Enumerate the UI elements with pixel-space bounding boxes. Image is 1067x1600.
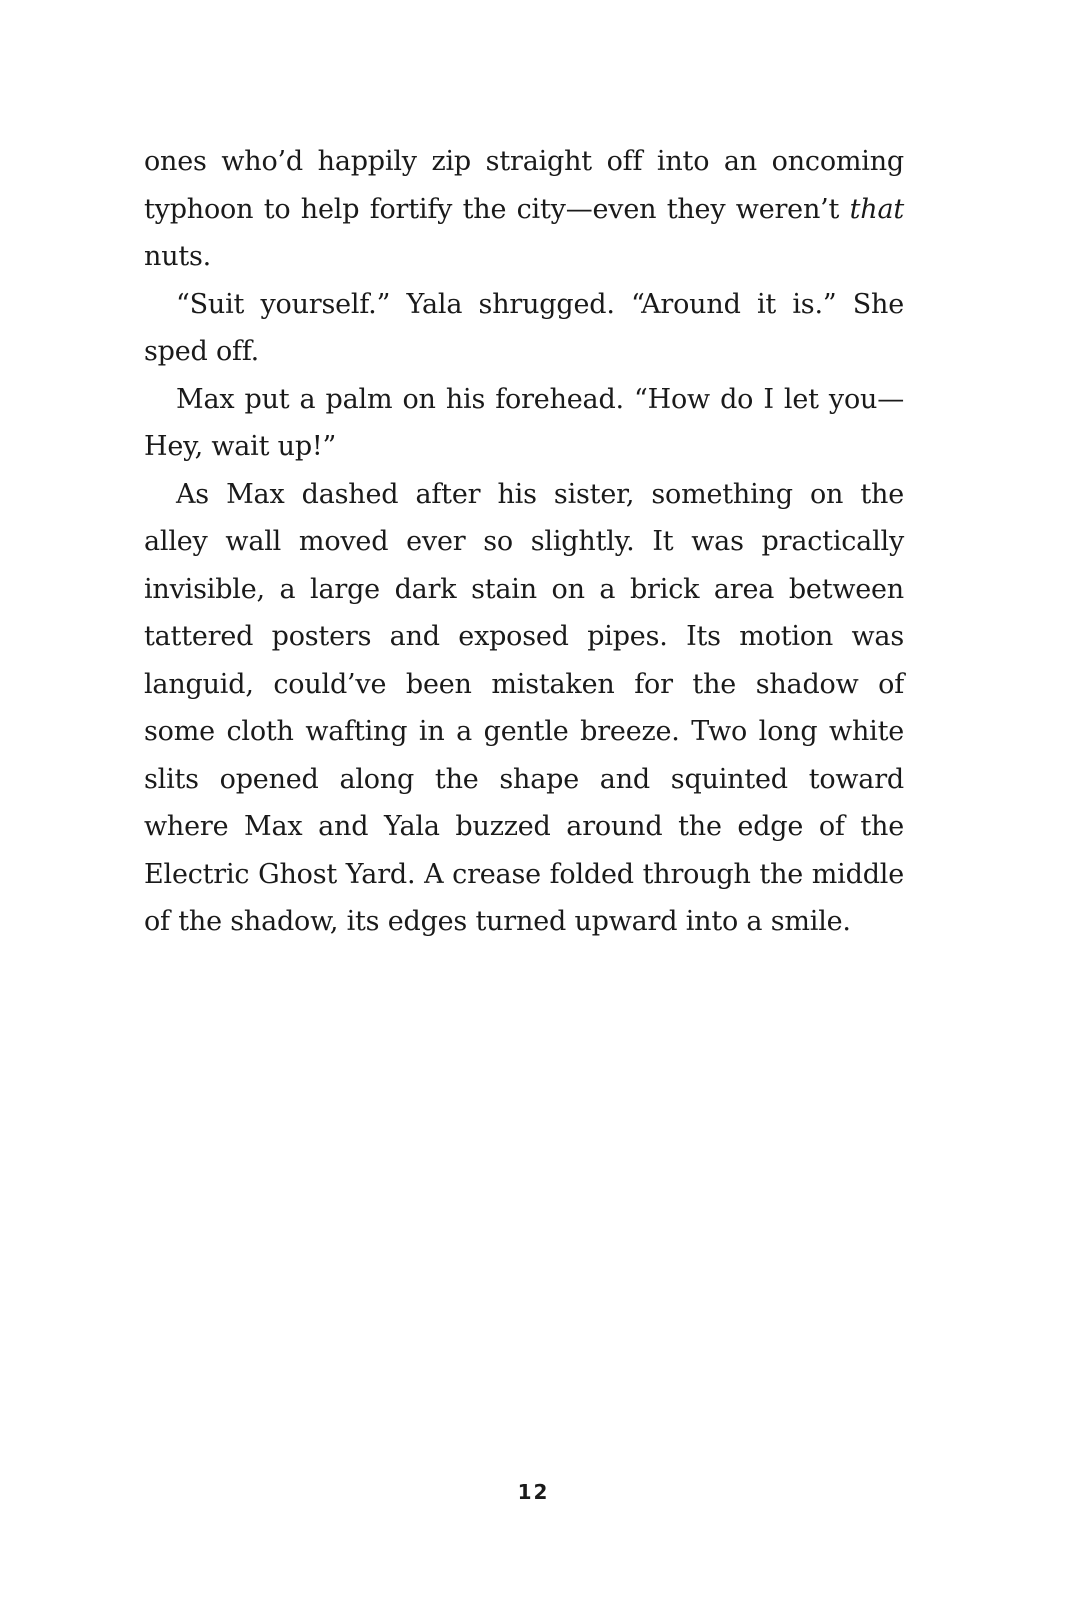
paragraph-4: As Max dashed after his sister, something on the alley wall moved ever so slightly. It was practically invisible, a large dark stain on a brick area between tattered posters and exposed pipes. Its motion was languid, could’ve been mistaken for the shadow of some cloth wafting in a gentle breeze. Two long white slits opened along the shape and squinted toward where Max and Yala buzzed around the edge of the Electric Ghost Yard. A crease folded through the middle of the shadow, its edges turned upward into a smile. (144, 478, 904, 937)
paragraph-3: Max put a palm on his forehead. “How do I let you— Hey, wait up!” (144, 383, 904, 462)
paragraph-1-start: ones who’d happily zip straight off into an oncoming typhoon to help fortify the city—even they weren’t (144, 146, 904, 225)
page-number: 12 (517, 1480, 550, 1504)
paragraph-1 (144, 138, 904, 281)
emphasized-word: that (849, 193, 904, 225)
body-text (144, 138, 904, 946)
paragraph-2: “Suit yourself.” Yala shrugged. “Around it is.” She sped off. (144, 288, 904, 367)
paragraph-1-end: nuts. (144, 241, 212, 272)
